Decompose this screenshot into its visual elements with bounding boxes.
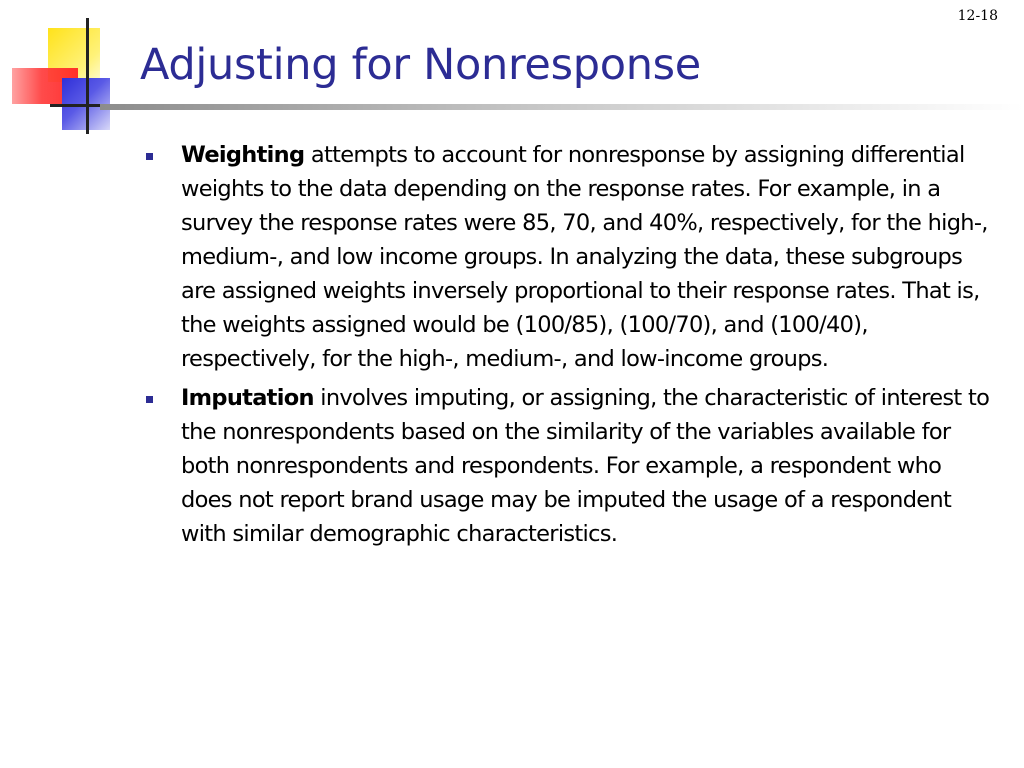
slide-number: 12-18 [957, 8, 998, 24]
bullet-item-weighting [140, 138, 990, 376]
bullet-list [140, 138, 990, 556]
title-underline [100, 104, 1024, 110]
bullet-term: Imputation [181, 385, 314, 411]
bullet-text [181, 142, 988, 372]
bullet-square-icon [146, 396, 153, 403]
bullet-item-imputation [140, 381, 990, 551]
slide-title: Adjusting for Nonresponse [140, 40, 701, 90]
bullet-term: Weighting [181, 142, 305, 168]
bullet-text [181, 385, 989, 547]
bullet-body: attempts to account for nonresponse by assigning differential weights to the data depending on the response rates. For example, in a survey the response rates were 85, 70, and 40%, respectively, for the high-, medium-, and low income groups. In analyzing the data, these subgroups are assigned weights inversely proportional to their response rates. That is, the weights assigned would be (100/85), (100/70), and (100/40), respectively, for the high-, medium-, and low-income groups. [181, 142, 988, 372]
bullet-square-icon [146, 153, 153, 160]
decorative-logo [0, 0, 150, 140]
logo-vertical-line [86, 18, 89, 134]
bullet-body: involves imputing, or assigning, the characteristic of interest to the nonrespondents based on the similarity of the variables available for both nonrespondents and respondents. For example, a respondent who does not report brand usage may be imputed the usage of a respondent with similar demographic characteristics. [181, 385, 990, 547]
